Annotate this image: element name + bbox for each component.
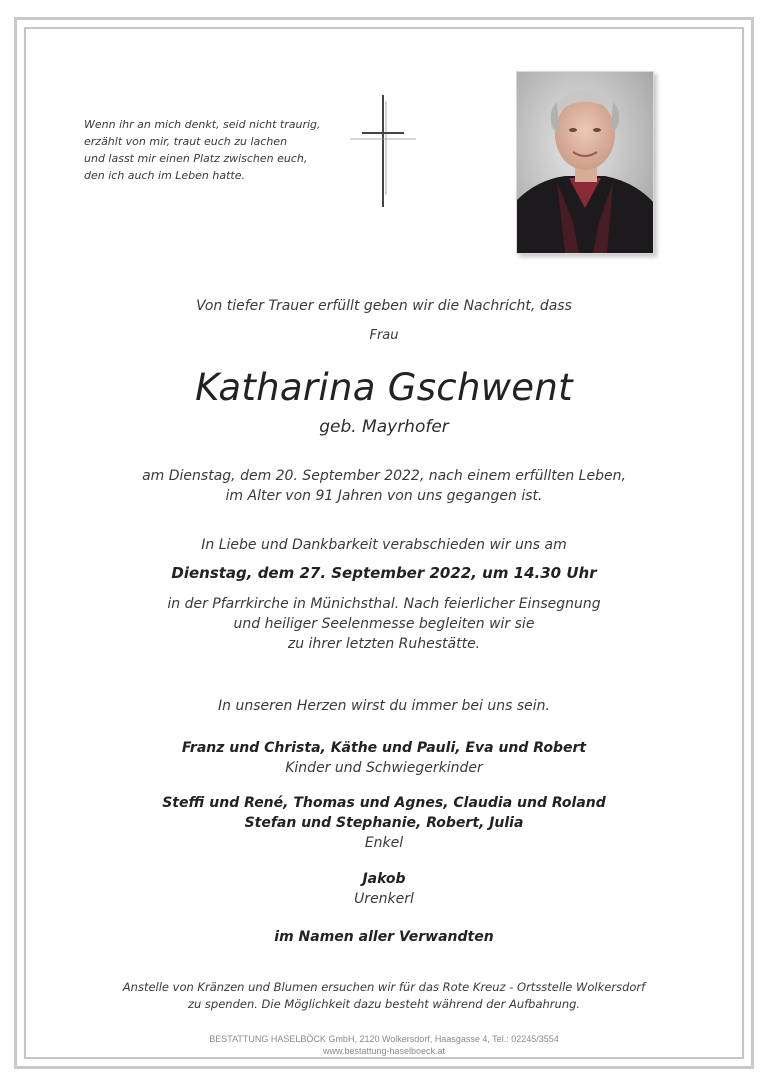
grandchildren-names	[0, 793, 768, 833]
maiden-name: geb. Mayrhofer	[319, 417, 449, 437]
church-line: zu ihrer letzten Ruhestätte.	[287, 636, 481, 652]
intro-text: Von tiefer Trauer erfüllt geben wir die Nachricht, dass	[196, 298, 572, 314]
children-names: Franz und Christa, Käthe und Pauli, Eva und Robert	[181, 740, 587, 756]
poem-line: und lasst mir einen Platz zwischen euch,	[84, 152, 308, 165]
poem-line: den ich auch im Leben hatte.	[84, 169, 246, 182]
death-line: im Alter von 91 Jahren von uns gegangen ist.	[225, 488, 543, 504]
funeral-date: Dienstag, dem 27. September 2022, um 14.30 Uhr	[171, 564, 597, 582]
poem-line: erzählt von mir, traut euch zu lachen	[84, 135, 288, 148]
footer-company: BESTATTUNG HASELBÖCK GmbH, 2120 Wolkersdorf, Haasgasse 4, Tel.: 02245/3554	[209, 1034, 559, 1044]
church-details	[0, 594, 768, 654]
deceased-name: Katharina Gschwent	[195, 366, 573, 409]
poem-line: Wenn ihr an mich denkt, seid nicht traurig,	[84, 118, 321, 131]
grandchildren-line: Stefan und Stephanie, Robert, Julia	[244, 815, 524, 831]
footer-website: www.bestattung-haselboeck.at	[322, 1046, 446, 1056]
church-line: und heiliger Seelenmesse begleiten wir sie	[233, 616, 535, 632]
death-line: am Dienstag, dem 20. September 2022, nach einem erfüllten Leben,	[142, 468, 626, 484]
grandchildren-line: Steffi und René, Thomas und Agnes, Claudia und Roland	[162, 795, 606, 811]
portrait-photo	[516, 71, 654, 254]
poem	[84, 116, 344, 184]
donation-notice	[0, 979, 768, 1013]
great-grandchildren-relation: Urenkerl	[354, 891, 414, 907]
all-relatives: im Namen aller Verwandten	[274, 929, 494, 945]
grandchildren-relation: Enkel	[364, 835, 404, 851]
death-announcement	[0, 466, 768, 506]
great-grandchildren-names: Jakob	[362, 871, 406, 887]
heart-line: In unseren Herzen wirst du immer bei uns sein.	[218, 698, 550, 714]
church-line: in der Pfarrkirche in Münichsthal. Nach feierlicher Einsegnung	[167, 596, 601, 612]
cross-icon	[350, 95, 416, 207]
salutation: Frau	[369, 328, 399, 343]
notice-line: Anstelle von Kränzen und Blumen ersuchen wir für das Rote Kreuz - Ortsstelle Wolkersdorf	[122, 980, 646, 994]
notice-line: zu spenden. Die Möglichkeit dazu besteht während der Aufbahrung.	[187, 997, 581, 1011]
children-relation: Kinder und Schwiegerkinder	[285, 760, 483, 776]
farewell-text: In Liebe und Dankbarkeit verabschieden wir uns am	[201, 537, 567, 553]
